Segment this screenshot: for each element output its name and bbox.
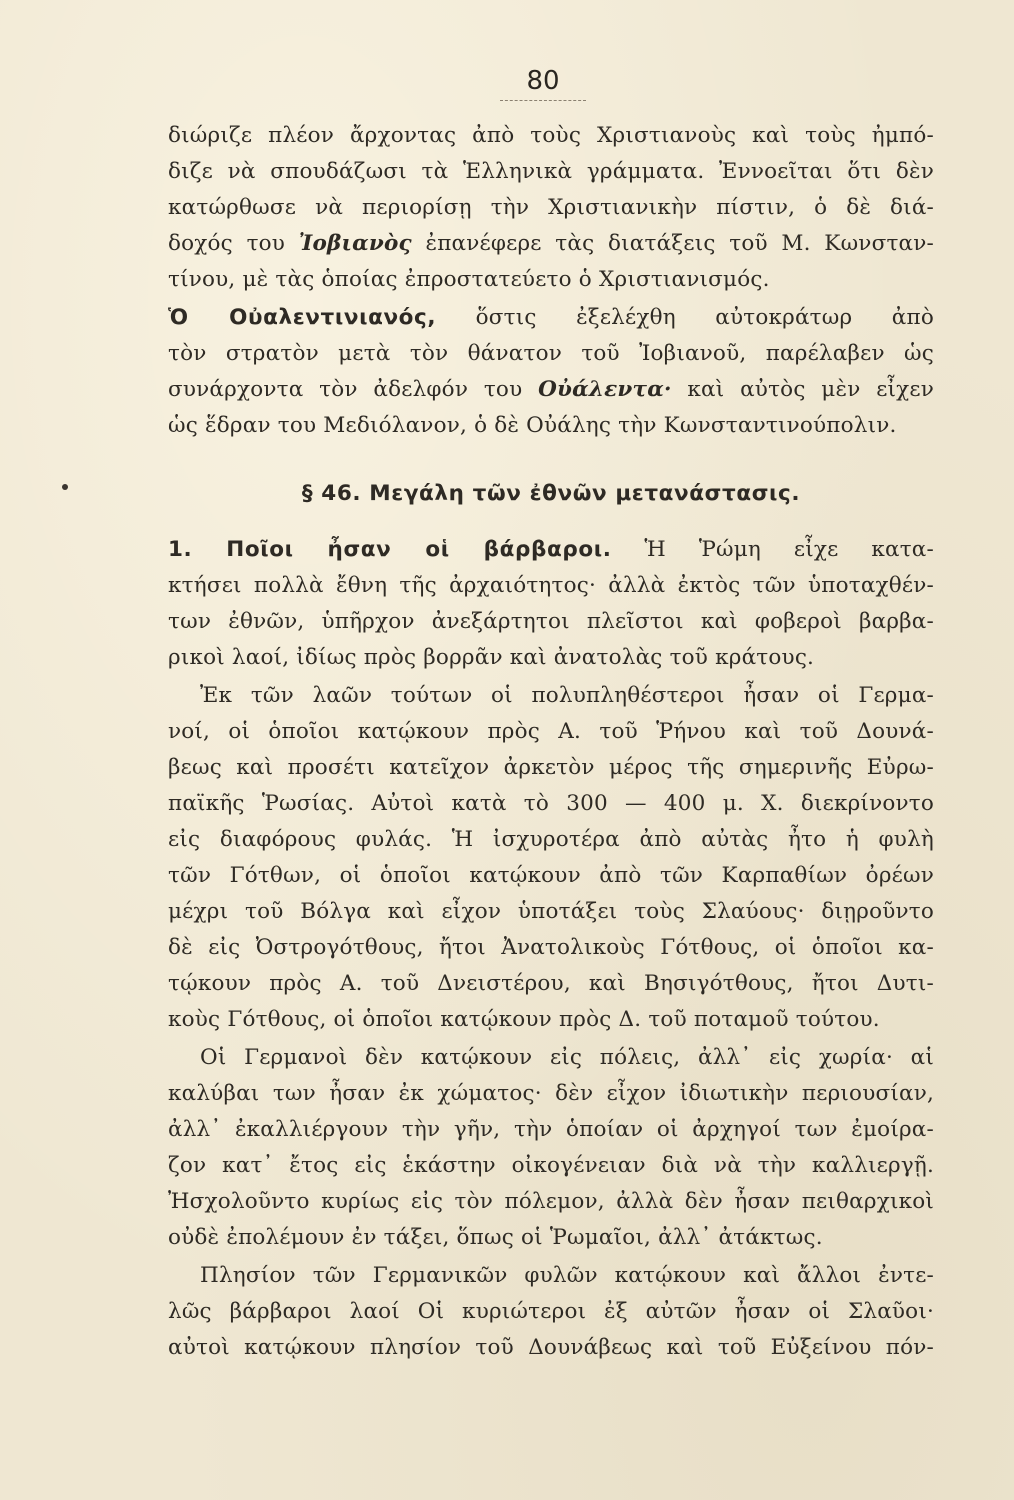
text-line: κοὺς Γότθους, οἱ ὁποῖοι κατῴκουν πρὸς Δ. τοῦ ποταμοῦ τούτου. — [168, 1007, 880, 1032]
text-line: διώριζε πλέον ἄρχοντας ἀπὸ τοὺς Χριστιανοὺς καὶ τοὺς ἠμπό- — [168, 123, 934, 148]
text-line: τίνου, μὲ τὰς ὁποίας ἐπροστατεύετο ὁ Χριστιανισμός. — [168, 267, 770, 292]
text-line: τῴκουν πρὸς Α. τοῦ Δνειστέρου, καὶ Βησιγότθους, ἤτοι Δυτι- — [168, 971, 934, 996]
text-line: παϊκῆς Ῥωσίας. Αὐτοὶ κατὰ τὸ 300 — 400 μ. Χ. διεκρίνοντο — [168, 791, 934, 816]
section-heading: § 46. Μεγάλη τῶν ἐθνῶν μετανάστασις. — [301, 481, 801, 506]
text-line: βεως καὶ προσέτι κατεῖχον ἀρκετὸν μέρος τῆς σημερινῆς Εὐρω- — [168, 755, 934, 780]
page-number: 80 — [500, 66, 586, 101]
text-line: νοί, οἱ ὁποῖοι κατῴκουν πρὸς Α. τοῦ Ῥήνου καὶ τοῦ Δουνά- — [168, 719, 934, 744]
text-line: Ἠσχολοῦντο κυρίως εἰς τὸν πόλεμον, ἀλλὰ δὲν ἦσαν πειθαρχικοὶ — [168, 1189, 934, 1214]
text-line: διζε νὰ σπουδάζωσι τὰ Ἑλληνικὰ γράμματα. Ἐννοεῖται ὅτι δὲν — [168, 159, 934, 184]
text-line: οὐδὲ ἐπολέμουν ἐν τάξει, ὅπως οἱ Ῥωμαῖοι, ἀλλ᾽ ἀτάκτως. — [168, 1225, 823, 1250]
text-line — [168, 532, 934, 568]
text-segment: καὶ αὐτὸς μὲν εἶχεν — [671, 377, 935, 402]
text-line: ὡς ἕδραν του Μεδιόλανον, ὁ δὲ Οὐάλης τὴν Κωνσταντινούπολιν. — [168, 413, 897, 438]
margin-dot — [62, 484, 68, 490]
text-line — [168, 372, 934, 408]
text-line: λῶς βάρβαροι λαοί Οἱ κυριώτεροι ἐξ αὐτῶν ἦσαν οἱ Σλαῦοι· — [168, 1299, 934, 1324]
text-line: τῶν Γότθων, οἱ ὁποῖοι κατῴκουν ἀπὸ τῶν Καρπαθίων ὀρέων — [168, 863, 934, 888]
text-line: δὲ εἰς Ὀστρογότθους, ἤτοι Ἀνατολικοὺς Γότθους, οἱ ὁποῖοι κα- — [168, 935, 934, 960]
text-line: αὐτοὶ κατῴκουν πλησίον τοῦ Δουνάβεως καὶ τοῦ Εὐξείνου πόν- — [168, 1335, 934, 1360]
text-line: εἰς διαφόρους φυλάς. Ἡ ἰσχυροτέρα ἀπὸ αὐτὰς ἦτο ἡ φυλὴ — [168, 827, 934, 852]
text-line: κτήσει πολλὰ ἔθνη τῆς ἀρχαιότητος· ἀλλὰ ἐκτὸς τῶν ὑποταχθέν- — [168, 573, 934, 598]
text-line: των ἐθνῶν, ὑπῆρχον ἀνεξάρτητοι πλεῖστοι καὶ φοβεροὶ βαρβα- — [168, 609, 934, 634]
subsection-heading: 1. Ποῖοι ἦσαν οἱ βάρβαροι. — [168, 537, 612, 562]
text-line — [168, 226, 934, 262]
text-line: ἀλλ᾽ ἐκαλλιέργουν τὴν γῆν, τὴν ὁποίαν οἱ ἀρχηγοί των ἐμοίρα- — [168, 1117, 934, 1142]
emphasized-name: Ὁ Οὐαλεντινιανός, — [168, 305, 437, 330]
text-line: ζον κατ᾽ ἔτος εἰς ἑκάστην οἰκογένειαν διὰ νὰ τὴν καλλιεργῇ. — [168, 1153, 934, 1178]
text-line: κατώρθωσε νὰ περιορίσῃ τὴν Χριστιανικὴν πίστιν, ὁ δὲ διά- — [168, 195, 934, 220]
text-line: Οἱ Γερμανοὶ δὲν κατῴκουν εἰς πόλεις, ἀλλ᾽ εἰς χωρία· αἱ — [200, 1045, 934, 1070]
text-segment: δοχός του — [168, 231, 299, 256]
text-segment: Ἡ Ῥώμη εἶχε κατα- — [611, 537, 934, 562]
text-line: μέχρι τοῦ Βόλγα καὶ εἶχον ὑποτάξει τοὺς Σλαύους· διῃροῦντο — [168, 899, 934, 924]
text-line — [168, 300, 934, 336]
text-line: Πλησίον τῶν Γερμανικῶν φυλῶν κατῴκουν καὶ ἄλλοι ἐντε- — [200, 1263, 934, 1288]
emphasized-name: Οὐάλεντα· — [538, 377, 672, 402]
text-line: καλύβαι των ἦσαν ἐκ χώματος· δὲν εἶχον ἰδιωτικὴν περιουσίαν, — [168, 1081, 934, 1106]
emphasized-name: Ἰοβιανὸς — [298, 231, 412, 256]
text-segment: ἐπανέφερε τὰς διατάξεις τοῦ Μ. Κωνσταν- — [411, 231, 934, 256]
text-line: ρικοὶ λαοί, ἰδίως πρὸς βορρᾶν καὶ ἀνατολὰς τοῦ κράτους. — [168, 645, 815, 670]
text-line: τὸν στρατὸν μετὰ τὸν θάνατον τοῦ Ἰοβιανοῦ, παρέλαβεν ὡς — [168, 341, 934, 366]
text-segment: συνάρχοντα τὸν ἀδελφόν του — [168, 377, 539, 402]
text-line: Ἐκ τῶν λαῶν τούτων οἱ πολυπληθέστεροι ἦσαν οἱ Γερμα- — [200, 683, 934, 708]
text-segment: ὅστις ἐξελέχθη αὐτοκράτωρ ἀπὸ — [436, 305, 934, 330]
